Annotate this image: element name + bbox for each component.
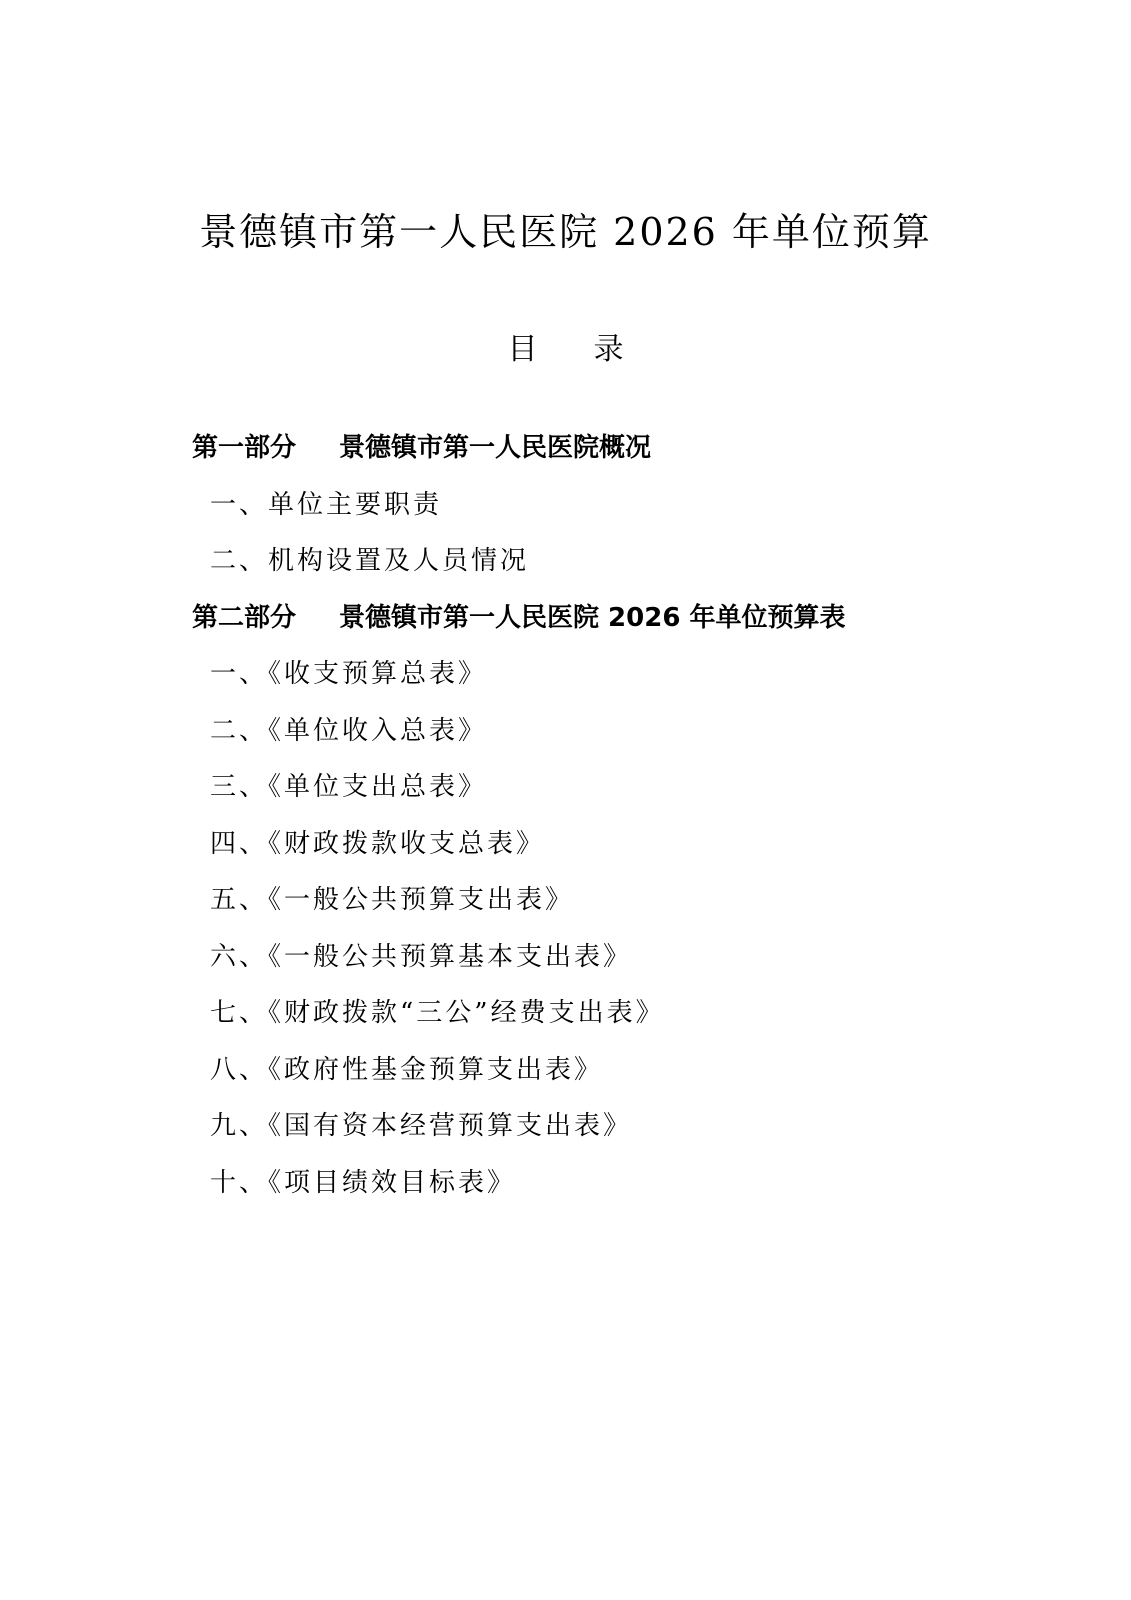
toc-item[interactable]: 二、机构设置及人员情况 [210,546,530,576]
toc-item[interactable]: 三、《单位支出总表》 [210,772,488,802]
table-of-contents [192,420,1072,1211]
toc-item[interactable]: 十、《项目绩效目标表》 [210,1167,517,1198]
toc-item[interactable]: 一、单位主要职责 [210,489,443,520]
document-title: 景德镇市第一人民医院 2026 年单位预算 [199,210,932,254]
toc-item[interactable]: 二、《单位收入总表》 [210,715,488,746]
toc-item[interactable]: 五、《一般公共预算支出表》 [210,885,575,915]
part-title: 景德镇市第一人民医院概况 [339,433,652,463]
toc-item[interactable]: 七、《财政拨款“三公”经费支出表》 [210,998,665,1028]
toc-item[interactable]: 一、《收支预算总表》 [210,659,488,689]
toc-item[interactable]: 六、《一般公共预算基本支出表》 [210,941,633,972]
toc-item[interactable]: 八、《政府性基金预算支出表》 [210,1054,604,1085]
part-title: 景德镇市第一人民医院 2026 年单位预算表 [339,602,846,633]
toc-item[interactable]: 九、《国有资本经营预算支出表》 [210,1111,633,1141]
part-number: 第二部分 [192,602,297,633]
toc-item[interactable]: 四、《财政拨款收支总表》 [210,828,546,859]
toc-heading: 目录 [507,332,680,367]
toc-part-2[interactable] [192,590,1072,647]
part-number: 第一部分 [192,433,297,463]
toc-part-1[interactable] [192,420,1072,477]
